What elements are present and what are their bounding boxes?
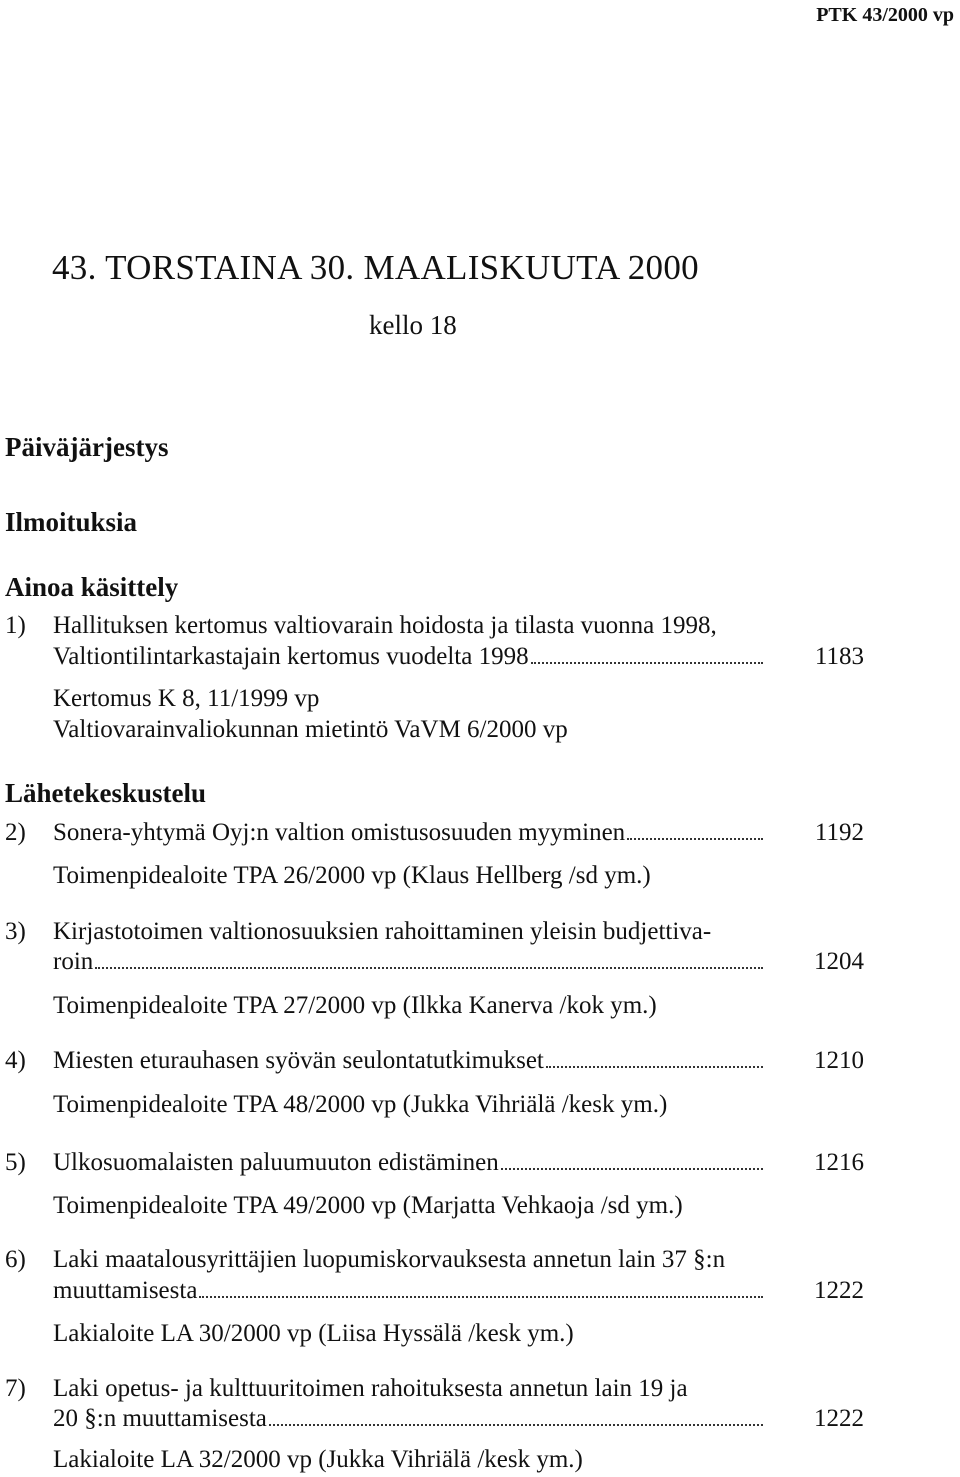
item-number: 4): [5, 1047, 26, 1074]
item-number: 6): [5, 1246, 26, 1273]
item-reference: Valtiovarainvaliokunnan mietintö VaVM 6/2000 vp: [53, 716, 568, 743]
item-page-number: 1183: [814, 643, 864, 670]
item-page-number: 1204: [814, 948, 864, 975]
leader-dots: [501, 1168, 763, 1170]
item-page-number: 1222: [814, 1405, 864, 1432]
leader-dots: [199, 1296, 763, 1298]
item-page-number: 1222: [814, 1277, 864, 1304]
item-number: 2): [5, 819, 26, 846]
item-title-line1: Laki maatalousyrittäjien luopumiskorvauksesta annetun lain 37 §:n: [53, 1246, 726, 1273]
referral-debate-heading: Lähetekeskustelu: [5, 778, 207, 808]
item-title-line1: [53, 1149, 765, 1177]
item-title-text: roin: [53, 948, 94, 975]
leader-dots: [269, 1424, 763, 1426]
item-number: 3): [5, 918, 26, 945]
session-time: kello 18: [369, 310, 457, 340]
item-number: 5): [5, 1149, 26, 1176]
item-title-text: Sonera-yhtymä Oyj:n valtion omistusosuuden myyminen: [53, 819, 626, 846]
item-page-number: 1216: [814, 1149, 864, 1176]
item-title-line1: Laki opetus- ja kulttuuritoimen rahoituksesta annetun lain 19 ja: [53, 1375, 688, 1402]
document-code: PTK 43/2000 vp: [816, 4, 954, 26]
item-title-text: muuttamisesta: [53, 1277, 198, 1304]
session-title: 43. TORSTAINA 30. MAALISKUUTA 2000: [52, 248, 699, 287]
item-number: 7): [5, 1375, 26, 1402]
item-title-line2: [53, 948, 765, 976]
item-reference: Toimenpidealoite TPA 49/2000 vp (Marjatta Vehkaoja /sd ym.): [53, 1192, 683, 1219]
item-title-text: Valtiontilintarkastajain kertomus vuodelta 1998: [53, 643, 529, 670]
leader-dots: [95, 967, 763, 969]
item-title-line2: [53, 1277, 765, 1305]
item-title-line2: [53, 643, 765, 671]
item-number: 1): [5, 612, 26, 639]
item-title-text: Ulkosuomalaisten paluumuuton edistäminen: [53, 1149, 499, 1176]
item-reference: Toimenpidealoite TPA 48/2000 vp (Jukka Vihriälä /kesk ym.): [53, 1091, 668, 1118]
item-title-line1: [53, 819, 765, 847]
item-reference: Toimenpidealoite TPA 27/2000 vp (Ilkka Kanerva /kok ym.): [53, 992, 657, 1019]
leader-dots: [627, 838, 763, 840]
item-title-line2: [53, 1405, 765, 1433]
item-title-text: Miesten eturauhasen syövän seulontatutkimukset: [53, 1047, 544, 1074]
item-page-number: 1210: [814, 1047, 864, 1074]
item-page-number: 1192: [814, 819, 864, 846]
announcements-heading: Ilmoituksia: [5, 507, 138, 537]
leader-dots: [546, 1066, 763, 1068]
single-reading-heading: Ainoa käsittely: [5, 572, 179, 602]
item-reference: Lakialoite LA 32/2000 vp (Jukka Vihriälä /kesk ym.): [53, 1446, 583, 1473]
item-title-text: 20 §:n muuttamisesta: [53, 1405, 267, 1432]
item-title-line1: [53, 1047, 765, 1075]
leader-dots: [531, 662, 763, 664]
item-title-line1: Kirjastotoimen valtionosuuksien rahoittaminen yleisin budjettiva-: [53, 918, 712, 945]
item-reference: Lakialoite LA 30/2000 vp (Liisa Hyssälä /kesk ym.): [53, 1320, 574, 1347]
agenda-heading: Päiväjärjestys: [5, 432, 169, 462]
item-reference: Toimenpidealoite TPA 26/2000 vp (Klaus Hellberg /sd ym.): [53, 862, 651, 889]
item-title-line1: Hallituksen kertomus valtiovarain hoidosta ja tilasta vuonna 1998,: [53, 612, 717, 639]
item-reference: Kertomus K 8, 11/1999 vp: [53, 685, 320, 712]
